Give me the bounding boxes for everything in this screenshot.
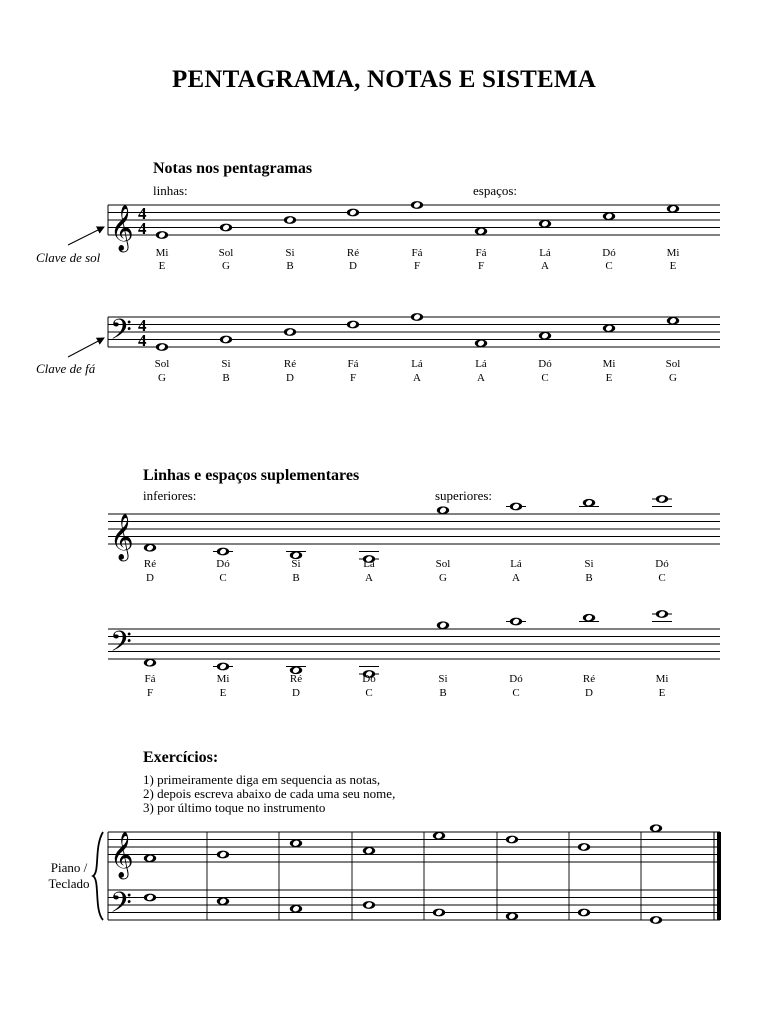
bass-1-note-7 bbox=[539, 332, 551, 340]
bass-caption-arrow bbox=[68, 338, 104, 357]
bass-1-note-1 bbox=[156, 343, 168, 351]
bass-2-solfege-1: Fá bbox=[144, 673, 156, 685]
treble-2-solfege-3: Si bbox=[291, 558, 301, 570]
treble-2-note-1 bbox=[144, 544, 156, 552]
treble-1-letter-9: E bbox=[669, 260, 677, 272]
treble-1-solfege-9: Mi bbox=[666, 247, 680, 259]
exercise-bass-note-5 bbox=[433, 909, 445, 917]
exercise-bass-note-1 bbox=[144, 894, 156, 902]
treble-2-solfege-2: Dó bbox=[216, 558, 230, 570]
treble-clef-2: 𝄞 bbox=[110, 514, 134, 560]
treble-2-solfege-1: Ré bbox=[143, 558, 157, 570]
bass-1-note-8 bbox=[603, 324, 615, 332]
treble-clef-caption: Clave de sol bbox=[36, 250, 101, 265]
treble-1-solfege-3: Si bbox=[285, 247, 295, 259]
bass-2-letter-2: E bbox=[219, 687, 227, 699]
bass-1-note-9 bbox=[667, 317, 679, 325]
treble-1-note-7 bbox=[539, 220, 551, 228]
treble-2-note-8 bbox=[656, 495, 668, 503]
exercise-bass-note-2 bbox=[217, 897, 229, 905]
time-signature-treble-numerator: 4 bbox=[138, 204, 147, 223]
treble-1-solfege-4: Ré bbox=[346, 247, 360, 259]
treble-1-note-2 bbox=[220, 224, 232, 232]
bass-1-letter-3: D bbox=[286, 372, 294, 384]
treble-1-note-5 bbox=[411, 201, 423, 209]
exercise-instruction-2: 2) depois escreva abaixo de cada uma seu nome, bbox=[143, 786, 396, 801]
exercise-treble-note-4 bbox=[363, 847, 375, 855]
treble-1-letter-7: A bbox=[541, 260, 549, 272]
bass-1-letter-6: A bbox=[477, 372, 485, 384]
bass-1-solfege-7: Dó bbox=[538, 358, 552, 370]
treble-1-letter-4: D bbox=[349, 260, 357, 272]
section-title-notes: Notas nos pentagramas bbox=[153, 160, 313, 177]
treble-2-note-2 bbox=[217, 548, 229, 556]
section-title-exercises: Exercícios: bbox=[143, 749, 219, 766]
instrument-name bbox=[34, 860, 104, 892]
bass-1-note-5 bbox=[411, 313, 423, 321]
exercise-bass-note-4 bbox=[363, 901, 375, 909]
treble-2-letter-4: A bbox=[365, 572, 373, 584]
bass-2-letter-3: D bbox=[292, 687, 300, 699]
instrument-name-line-1: Piano / bbox=[50, 860, 88, 875]
treble-2-letter-1: D bbox=[146, 572, 154, 584]
bass-1-solfege-1: Sol bbox=[154, 358, 170, 370]
treble-1-letter-2: G bbox=[222, 260, 230, 272]
treble-2-letter-2: C bbox=[219, 572, 227, 584]
treble-1-solfege-8: Dó bbox=[602, 247, 616, 259]
bass-1-letter-9: G bbox=[669, 372, 677, 384]
bass-2-solfege-8: Mi bbox=[655, 673, 669, 685]
treble-2-letter-6: A bbox=[512, 572, 520, 584]
time-signature-bass-denominator: 4 bbox=[138, 331, 147, 350]
treble-2-solfege-8: Dó bbox=[655, 558, 669, 570]
treble-1-letter-3: B bbox=[286, 260, 294, 272]
treble-2-note-5 bbox=[437, 506, 449, 514]
treble-1-solfege-5: Fá bbox=[411, 247, 423, 259]
treble-2-solfege-4: Lá bbox=[363, 558, 375, 570]
time-signature-treble-denominator: 4 bbox=[138, 219, 147, 238]
treble-1-note-6 bbox=[475, 227, 487, 235]
bass-1-solfege-5: Lá bbox=[411, 358, 423, 370]
exercise-treble-note-3 bbox=[290, 839, 302, 847]
exercise-final-thick-bar bbox=[717, 832, 721, 920]
bass-2-letter-5: B bbox=[439, 687, 447, 699]
treble-2-letter-7: B bbox=[585, 572, 593, 584]
treble-2-solfege-7: Si bbox=[584, 558, 594, 570]
bass-2-note-5 bbox=[437, 621, 449, 629]
bass-1-solfege-4: Fá bbox=[347, 358, 359, 370]
bass-2-solfege-2: Mi bbox=[216, 673, 230, 685]
bass-1-letter-7: C bbox=[541, 372, 549, 384]
exercise-treble-note-2 bbox=[217, 851, 229, 859]
exercise-bass-note-3 bbox=[290, 905, 302, 913]
bass-1-letter-4: F bbox=[349, 372, 357, 384]
exercise-treble-note-8 bbox=[650, 824, 662, 832]
treble-1-note-8 bbox=[603, 212, 615, 220]
bass-1-solfege-3: Ré bbox=[283, 358, 297, 370]
treble-2-note-6 bbox=[510, 503, 522, 511]
treble-2-letter-8: C bbox=[658, 572, 666, 584]
exercise-treble-note-7 bbox=[578, 843, 590, 851]
bass-2-letter-7: D bbox=[585, 687, 593, 699]
treble-2-letter-5: G bbox=[439, 572, 447, 584]
treble-2-letter-3: B bbox=[292, 572, 300, 584]
treble-clef-1: 𝄞 bbox=[110, 205, 134, 251]
bass-1-solfege-2: Si bbox=[221, 358, 231, 370]
treble-caption-arrow bbox=[68, 227, 104, 245]
treble-1-note-9 bbox=[667, 205, 679, 213]
exercise-instruction-1: 1) primeiramente diga em sequencia as notas, bbox=[143, 772, 381, 787]
lines-label: linhas: bbox=[153, 183, 188, 198]
bass-2-letter-1: F bbox=[146, 687, 154, 699]
bass-2-solfege-6: Dó bbox=[509, 673, 523, 685]
bass-clef-2: 𝄢 bbox=[110, 625, 132, 666]
treble-1-solfege-6: Fá bbox=[475, 247, 487, 259]
treble-1-solfege-2: Sol bbox=[218, 247, 234, 259]
treble-2-solfege-5: Sol bbox=[435, 558, 451, 570]
exercise-treble-note-1 bbox=[144, 854, 156, 862]
treble-2-note-7 bbox=[583, 499, 595, 507]
bass-1-solfege-8: Mi bbox=[602, 358, 616, 370]
bass-2-note-8 bbox=[656, 610, 668, 618]
bass-2-letter-6: C bbox=[512, 687, 520, 699]
exercise-bass-note-7 bbox=[578, 909, 590, 917]
treble-1-letter-6: F bbox=[477, 260, 485, 272]
bass-1-note-6 bbox=[475, 339, 487, 347]
exercise-treble-clef: 𝄞 bbox=[110, 832, 134, 878]
bass-2-letter-4: C bbox=[365, 687, 373, 699]
treble-1-letter-8: C bbox=[605, 260, 613, 272]
upper-label: superiores: bbox=[435, 488, 493, 503]
bass-2-note-6 bbox=[510, 618, 522, 626]
bass-2-letter-8: E bbox=[658, 687, 666, 699]
bass-2-solfege-3: Ré bbox=[289, 673, 303, 685]
treble-2-solfege-6: Lá bbox=[510, 558, 522, 570]
bass-1-letter-1: G bbox=[158, 372, 166, 384]
bass-2-note-2 bbox=[217, 663, 229, 671]
bass-1-letter-8: E bbox=[605, 372, 613, 384]
exercise-instruction-3: 3) por último toque no instrumento bbox=[143, 800, 326, 815]
bass-2-note-7 bbox=[583, 614, 595, 622]
bass-2-solfege-4: Dó bbox=[362, 673, 376, 685]
treble-1-solfege-7: Lá bbox=[539, 247, 551, 259]
bass-clef-1: 𝄢 bbox=[110, 313, 132, 354]
bass-1-letter-2: B bbox=[222, 372, 230, 384]
exercise-bass-clef: 𝄢 bbox=[110, 886, 132, 927]
time-signature-bass-numerator: 4 bbox=[138, 316, 147, 335]
bass-2-note-1 bbox=[144, 659, 156, 667]
bass-1-letter-5: A bbox=[413, 372, 421, 384]
bass-1-solfege-6: Lá bbox=[475, 358, 487, 370]
bass-2-solfege-5: Si bbox=[438, 673, 448, 685]
bass-1-solfege-9: Sol bbox=[665, 358, 681, 370]
treble-1-solfege-1: Mi bbox=[155, 247, 169, 259]
exercise-bass-note-8 bbox=[650, 916, 662, 924]
exercise-treble-note-6 bbox=[506, 836, 518, 844]
treble-1-note-4 bbox=[347, 209, 359, 217]
treble-1-letter-5: F bbox=[413, 260, 421, 272]
treble-1-letter-1: E bbox=[158, 260, 166, 272]
bass-2-solfege-7: Ré bbox=[582, 673, 596, 685]
bass-1-note-3 bbox=[284, 328, 296, 336]
exercise-treble-note-5 bbox=[433, 832, 445, 840]
bass-1-note-4 bbox=[347, 321, 359, 329]
spaces-label: espaços: bbox=[473, 183, 518, 198]
treble-1-note-3 bbox=[284, 216, 296, 224]
bass-1-note-2 bbox=[220, 336, 232, 344]
page-title: PENTAGRAMA, NOTAS E SISTEMA bbox=[172, 66, 596, 93]
exercise-bass-note-6 bbox=[506, 912, 518, 920]
instrument-name-line-2: Teclado bbox=[48, 876, 90, 891]
lower-label: inferiores: bbox=[143, 488, 197, 503]
bass-clef-caption: Clave de fá bbox=[36, 361, 96, 376]
treble-1-note-1 bbox=[156, 231, 168, 239]
section-title-ledger: Linhas e espaços suplementares bbox=[143, 467, 360, 484]
